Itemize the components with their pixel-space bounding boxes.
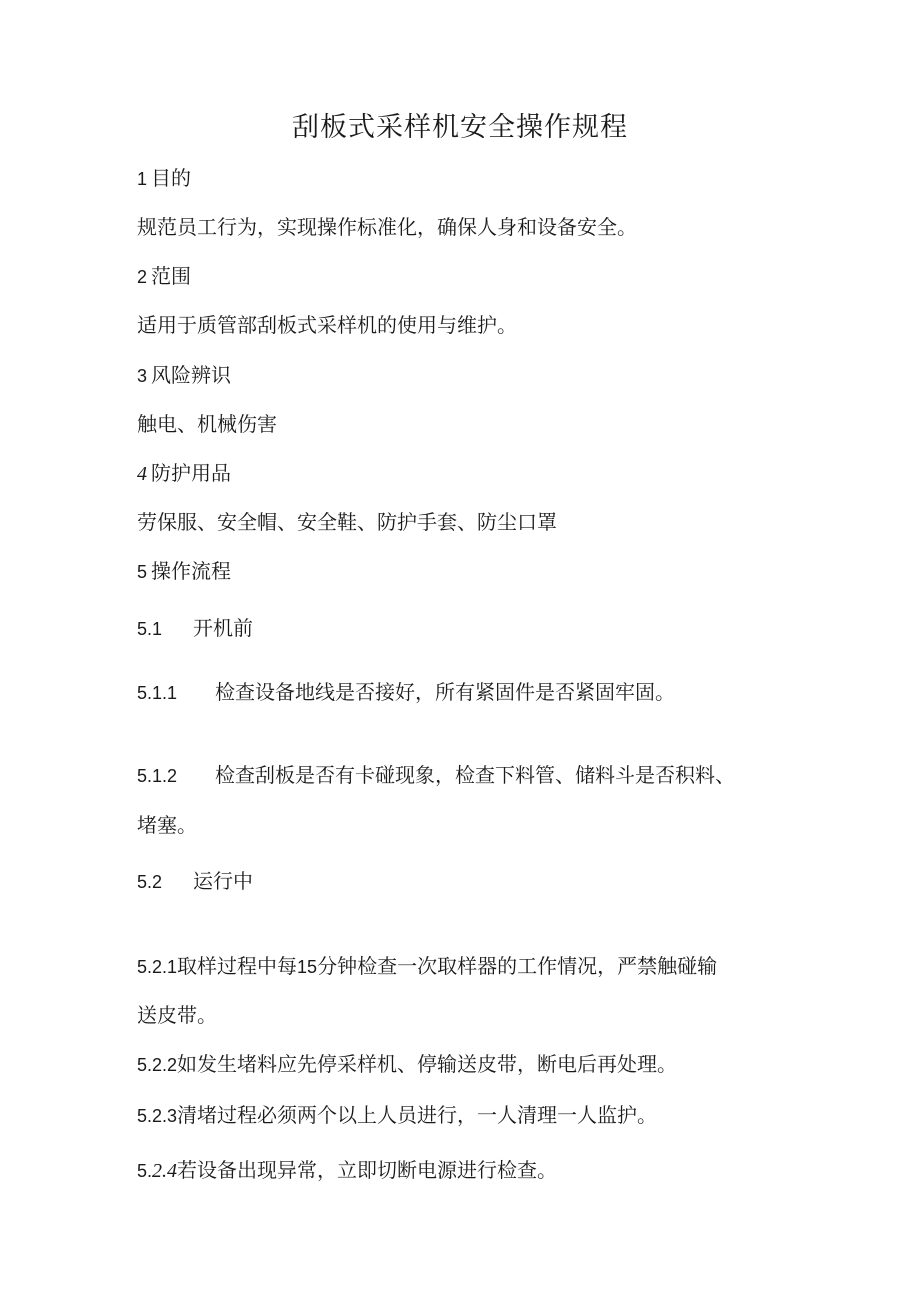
item-5-2-1 (137, 951, 837, 982)
section-2-body: 适用于质管部刮板式采样机的使用与维护。 (137, 313, 517, 337)
item-number: 5.2.3 (137, 1106, 178, 1126)
subsection-5-2-heading (137, 866, 837, 897)
section-title: 目的 (151, 166, 192, 190)
item-5-2-3 (137, 1100, 837, 1131)
section-4-heading (137, 458, 837, 489)
item-text: 如发生堵料应先停采样机、停输送皮带，断电后再处理。 (177, 1052, 678, 1076)
section-number: 4 (137, 463, 147, 485)
item-number: 5.1.1 (137, 683, 178, 703)
item-number: 5.1.2 (137, 766, 178, 786)
item-number-suffix: 2.4 (152, 1160, 178, 1182)
section-1-body: 规范员工行为，实现操作标准化，确保人身和设备安全。 (137, 215, 637, 239)
item-5-1-2 (137, 760, 837, 791)
item-text: 若设备出现异常，立即切断电源进行检查。 (177, 1158, 558, 1182)
section-3-heading (137, 360, 837, 391)
section-1-heading (137, 163, 837, 194)
item-5-1-1 (137, 677, 837, 708)
subsection-number: 5.1 (137, 619, 163, 639)
item-5-2-1-continued: 送皮带。 (137, 1003, 217, 1027)
section-5-heading (137, 556, 837, 587)
section-title: 防护用品 (151, 461, 231, 485)
document-title: 刮板式采样机安全操作规程 (292, 112, 628, 143)
item-number-prefix: 5. (137, 1161, 153, 1181)
subsection-title: 运行中 (193, 869, 253, 893)
section-number: 2 (137, 267, 148, 287)
subsection-5-1-heading (137, 613, 837, 644)
section-number: 5 (137, 562, 148, 582)
item-number: 5.2.1 (137, 957, 178, 977)
section-title: 风险辨识 (151, 363, 232, 387)
subsection-number: 5.2 (137, 872, 163, 892)
item-5-1-2-continued: 堵塞。 (137, 813, 197, 837)
item-text: 检查刮板是否有卡碰现象，检查下料管、储料斗是否积料、 (215, 763, 735, 787)
section-number: 1 (137, 169, 148, 189)
section-2-heading (137, 261, 837, 292)
item-text-b: 分钟检查一次取样器的工作情况，严禁触碰输 (317, 954, 718, 978)
item-5-2-2 (137, 1049, 837, 1080)
section-title: 范围 (151, 264, 192, 288)
item-text-a: 取样过程中每 (177, 954, 298, 978)
item-number: 5.2.2 (137, 1055, 178, 1075)
item-text: 清堵过程必须两个以上人员进行，一人清理一人监护。 (177, 1103, 658, 1127)
section-4-body: 劳保服、安全帽、安全鞋、防护手套、防尘口罩 (137, 510, 557, 534)
section-title: 操作流程 (151, 559, 232, 583)
section-number: 3 (137, 366, 148, 386)
section-3-body: 触电、机械伤害 (137, 412, 277, 436)
subsection-title: 开机前 (193, 616, 253, 640)
item-minutes: 15 (297, 957, 318, 977)
item-5-2-4 (137, 1155, 837, 1186)
item-text: 检查设备地线是否接好，所有紧固件是否紧固牢固。 (215, 680, 675, 704)
